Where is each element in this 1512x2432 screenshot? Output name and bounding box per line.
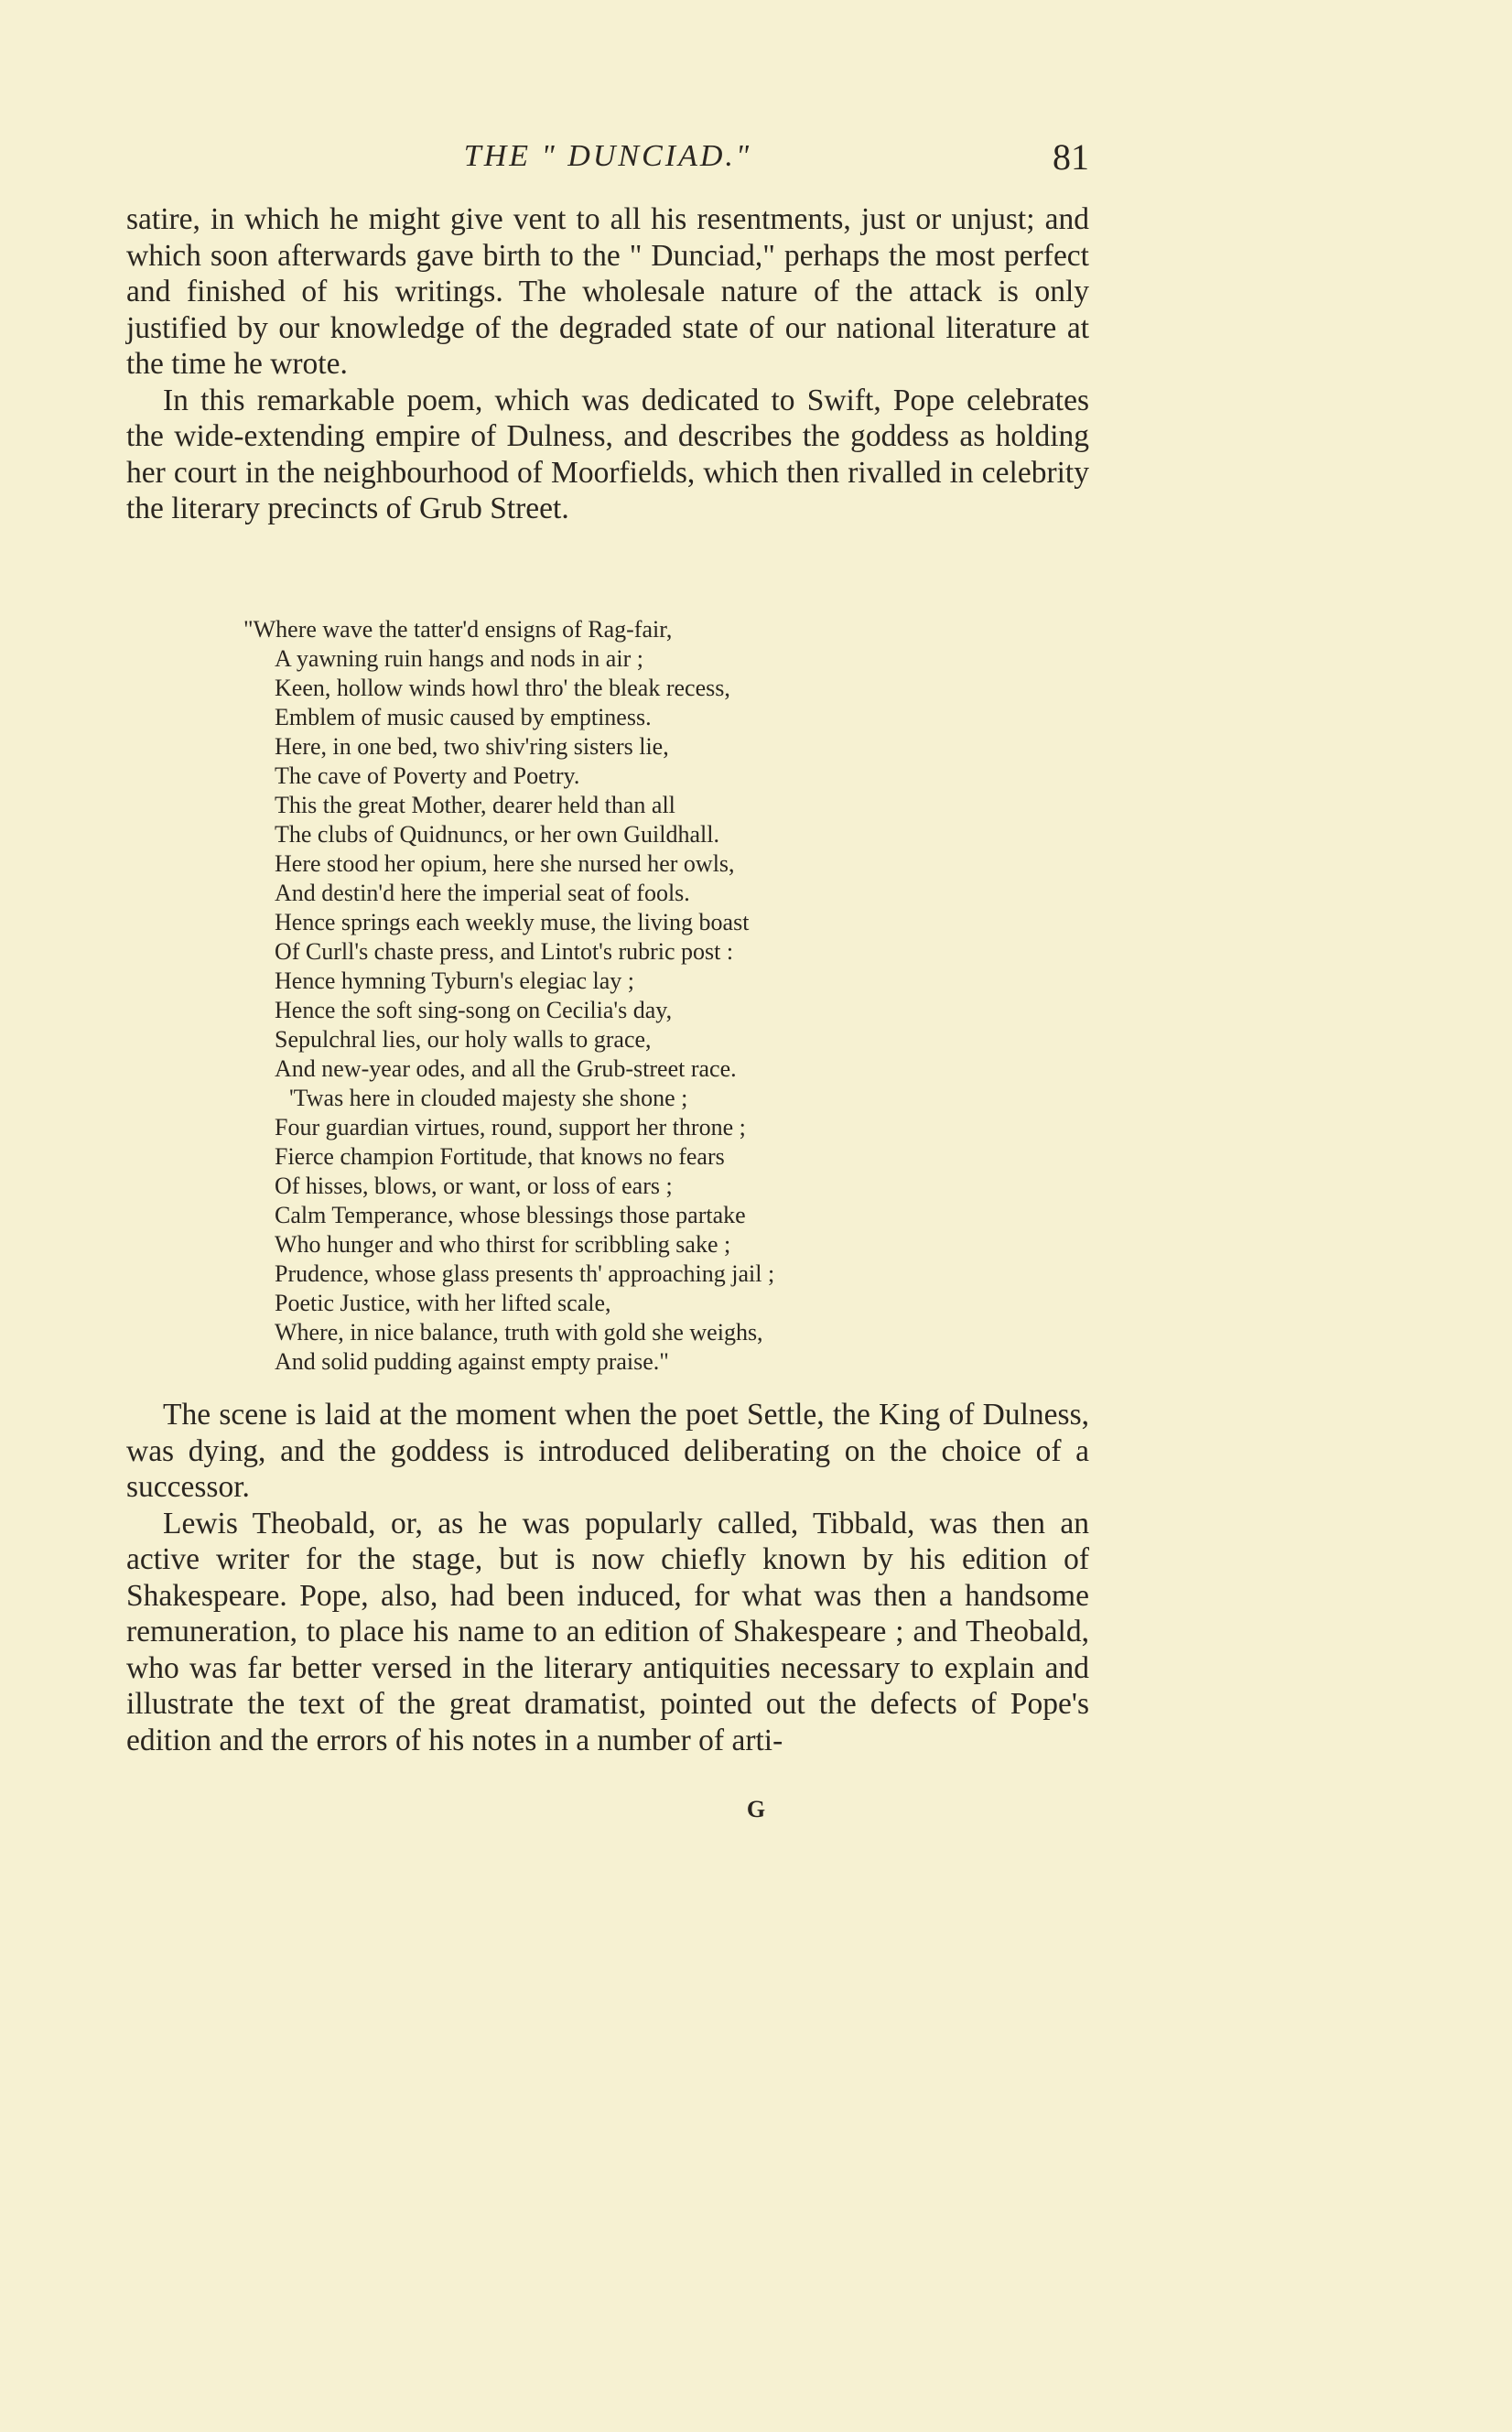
signature-mark: G	[746, 1796, 766, 1822]
poem-line: Keen, hollow winds howl thro' the bleak recess,	[275, 675, 730, 701]
poem-line: The clubs of Quidnuncs, or her own Guildhall.	[275, 821, 719, 848]
body-text-top	[126, 201, 1089, 527]
poem-line: Who hunger and who thirst for scribbling sake ;	[275, 1231, 731, 1258]
poem-line: Of hisses, blows, or want, or loss of ears ;	[275, 1173, 673, 1199]
poem-line: Hence the soft sing-song on Cecilia's day,	[275, 997, 673, 1023]
paragraph: The scene is laid at the moment when the poet Settle, the King of Dulness, was dying, and the goddess is introduced deliberating on the choice of a successor.	[126, 1398, 1089, 1504]
poem-line: A yawning ruin hangs and nods in air ;	[275, 645, 643, 672]
page-header	[126, 135, 1089, 181]
paragraph: In this remarkable poem, which was dedicated to Swift, Pope celebrates the wide-extending empire of Dulness, and describes the goddess as holding her court in the neighbourhood of Moorfields, which then rivalled in celebrity the literary precincts of Grub Street.	[126, 383, 1089, 525]
poem-line: Here stood her opium, here she nursed her owls,	[275, 850, 735, 877]
poem-line: Emblem of music caused by emptiness.	[275, 704, 652, 730]
poem-line: Of Curll's chaste press, and Lintot's rubric post :	[275, 938, 734, 965]
body-text-bottom	[126, 1397, 1089, 1758]
poem-line: Poetic Justice, with her lifted scale,	[275, 1290, 611, 1316]
page-number: 81	[1053, 136, 1089, 178]
poem-line: Sepulchral lies, our holy walls to grace,	[275, 1026, 652, 1053]
poem-line: "Where wave the tatter'd ensigns of Rag-fair,	[243, 616, 673, 643]
poem-line: Hence springs each weekly muse, the living boast	[275, 909, 750, 935]
running-title: THE " DUNCIAD."	[463, 139, 752, 173]
poem-quotation	[243, 615, 939, 1377]
poem-line: And new-year odes, and all the Grub-street race.	[275, 1055, 737, 1082]
poem-line: And solid pudding against empty praise."	[275, 1348, 669, 1375]
poem-line: Hence hymning Tyburn's elegiac lay ;	[275, 967, 634, 994]
poem-line: 'Twas here in clouded majesty she shone ;	[289, 1085, 688, 1111]
paragraph: Lewis Theobald, or, as he was popularly called, Tibbald, was then an active writer for the stage, but is now chiefly known by his edition of Shakespeare. Pope, also, had been induced, for what was then a handsome remuneration, to place his name to an edition of Shakespeare ; and Theobald, who was far better versed in the literary antiquities necessary to explain and illustrate the text of the great dramatist, pointed out the defects of Pope's edition and the errors of his notes in a number of arti-	[126, 1506, 1089, 1757]
poem-line: This the great Mother, dearer held than all	[275, 792, 675, 818]
poem-line: Here, in one bed, two shiv'ring sisters lie,	[275, 733, 669, 760]
poem-line: Four guardian virtues, round, support her throne ;	[275, 1114, 746, 1140]
poem-line: Calm Temperance, whose blessings those partake	[275, 1202, 746, 1228]
poem-line: Where, in nice balance, truth with gold she weighs,	[275, 1319, 763, 1346]
poem-line: The cave of Poverty and Poetry.	[275, 762, 580, 789]
poem-line: Prudence, whose glass presents th' approaching jail ;	[275, 1260, 775, 1287]
poem-line: And destin'd here the imperial seat of fools.	[275, 880, 690, 906]
poem-line: Fierce champion Fortitude, that knows no fears	[275, 1143, 725, 1170]
paragraph-continuation: satire, in which he might give vent to all his resentments, just or unjust; and which soon afterwards gave birth to the " Dunciad," perhaps the most perfect and finished of his writings. The wholesale nature of the attack is only justified by our knowledge of the degraded state of our national literature at the time he wrote.	[126, 202, 1089, 381]
